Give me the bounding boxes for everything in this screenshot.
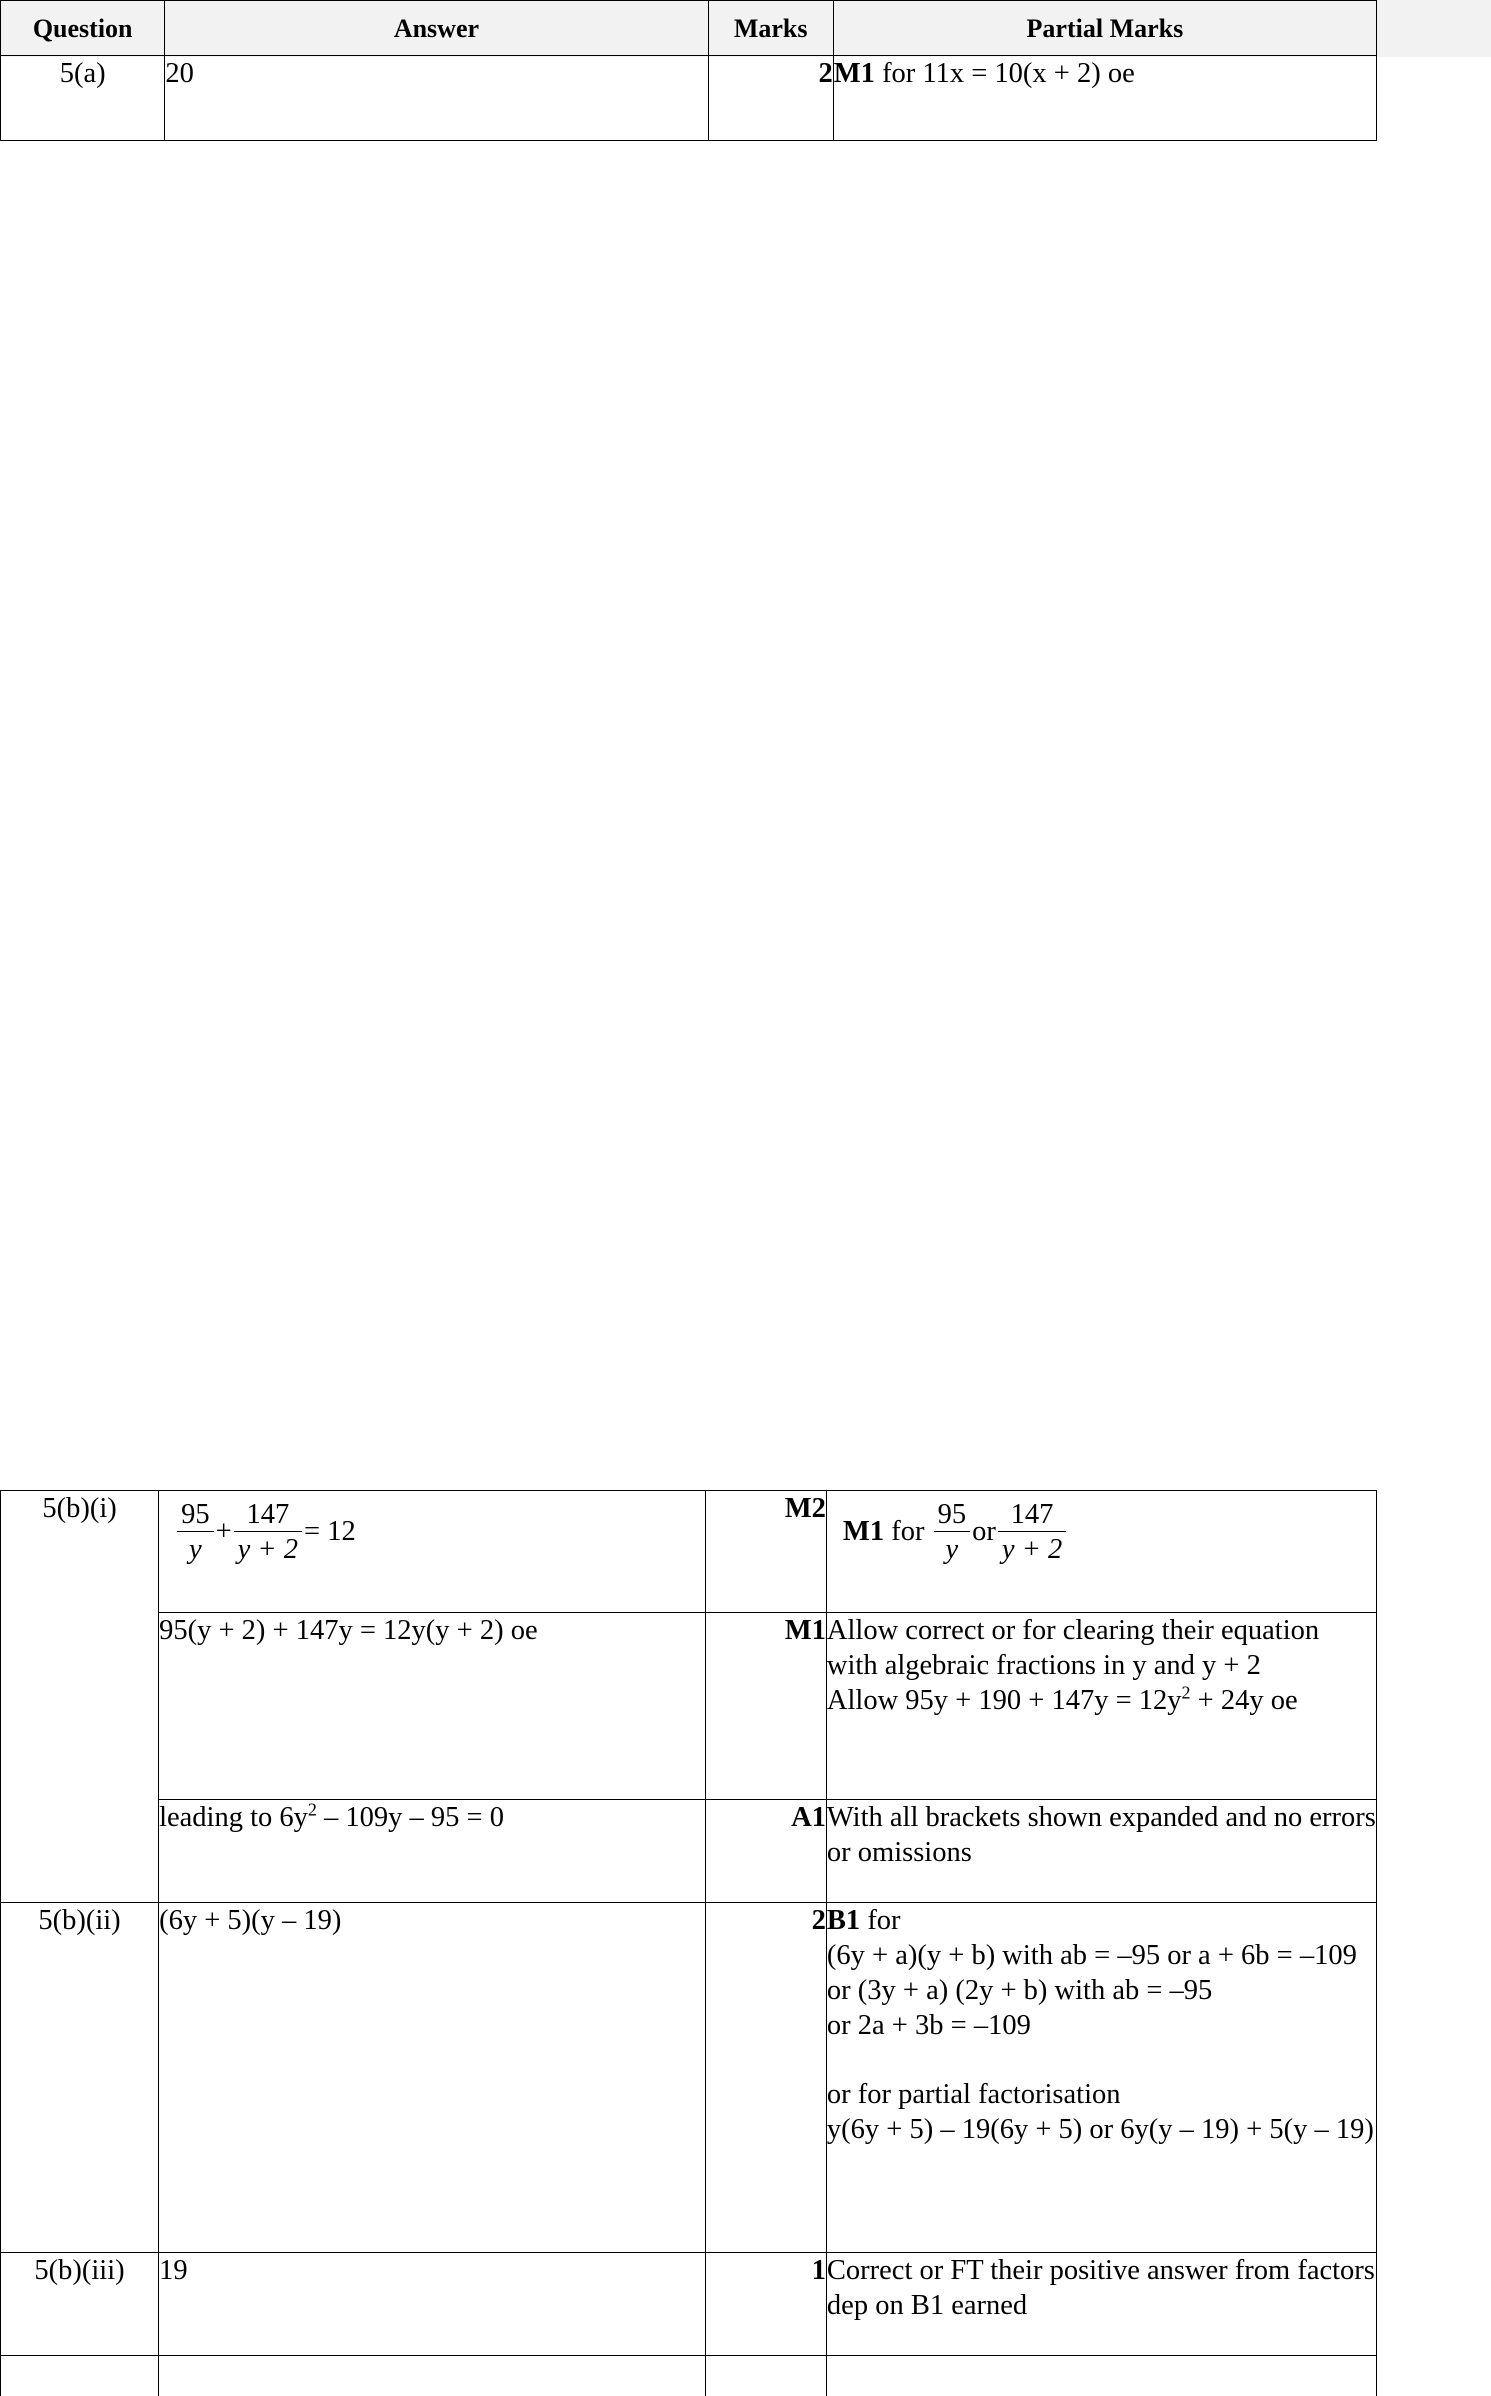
partial-text: [827, 1903, 1376, 1938]
header-answer: Answer: [165, 1, 708, 56]
denominator: y + 2: [1001, 1534, 1063, 1565]
partial-marks-cell: With all brackets shown expanded and no errors or omissions: [826, 1800, 1376, 1903]
table-row: [1, 1903, 1377, 2253]
partial-for: for: [860, 1905, 901, 1936]
numerator: 147: [998, 1499, 1066, 1532]
numerator: 95: [177, 1499, 214, 1532]
partial-marks-cell: [826, 1491, 1376, 1613]
fraction: [177, 1499, 214, 1568]
numerator: 95: [934, 1499, 971, 1532]
table-row: [1, 1800, 1377, 1903]
mark-code: M1: [842, 1516, 885, 1548]
partial-text: or (3y + a) (2y + b) with ab = –95: [826, 1975, 1213, 2006]
partial-text: [827, 1683, 1376, 1718]
empty-cell: [1, 2356, 159, 2396]
partial-text: or 2a + 3b = –109: [826, 2010, 1031, 2041]
marks-cell: 2: [706, 1903, 827, 2253]
table-row: [1, 2253, 1377, 2356]
answer-cell: (6y + 5)(y – 19): [159, 1903, 706, 2253]
table-row: [1, 1613, 1377, 1800]
partial-text: y(6y + 5) – 19(6y + 5) or 6y(y – 19) + 5(y – 19): [826, 2114, 1374, 2145]
partial-text: for: [884, 1516, 932, 1548]
empty-cell: [826, 2356, 1376, 2396]
exponent: 2: [1181, 1682, 1191, 1703]
partial-marks-cell: Correct or FT their positive answer from factors dep on B1 earned: [826, 2253, 1376, 2356]
marks-cell: 2: [708, 56, 833, 141]
partial-marks-cell: [826, 1613, 1376, 1800]
header-partial-marks: Partial Marks: [833, 1, 1376, 56]
partial-text: Allow correct or for clearing their equation with algebraic fractions in y and y + 2: [826, 1615, 1320, 1681]
table-row: [1, 1491, 1377, 1613]
marks-cell: M2: [706, 1491, 827, 1613]
answer-cell: 20: [165, 56, 708, 141]
partial-or: or: [972, 1516, 996, 1548]
mark-code: B1: [826, 1905, 861, 1936]
header-marks: Marks: [708, 1, 833, 56]
table-row: [1, 2356, 1377, 2396]
equals-text: = 12: [304, 1516, 356, 1548]
partial-text: (6y + a)(y + b) with ab = –95 or a + 6b = –109: [826, 1940, 1357, 1971]
question-number: 5(b)(ii): [1, 1903, 159, 2253]
mark-scheme-table-bottom: [0, 1490, 1377, 2396]
denominator: y: [189, 1534, 202, 1565]
header-question: Question: [1, 1, 165, 56]
partial-equation: + 24y oe: [1190, 1685, 1298, 1716]
marks-cell: 1: [706, 2253, 827, 2356]
answer-text: – 109y – 95 = 0: [316, 1802, 504, 1833]
question-number: 5(a): [1, 56, 165, 141]
marks-cell: M1: [706, 1613, 827, 1800]
denominator: y: [945, 1534, 959, 1565]
answer-cell: 19: [159, 2253, 706, 2356]
mark-scheme-table-top: [0, 0, 1377, 141]
partial-marks-cell: [826, 1903, 1376, 2253]
denominator: y + 2: [237, 1534, 299, 1565]
answer-text: leading to 6y: [159, 1802, 308, 1833]
fraction: [998, 1499, 1066, 1568]
empty-cell: [706, 2356, 827, 2396]
marks-cell: A1: [706, 1800, 827, 1903]
table-row: [1, 56, 1377, 141]
empty-cell: [159, 2356, 706, 2396]
partial-text: for 11x = 10(x + 2) oe: [874, 58, 1135, 89]
fraction: [934, 1499, 971, 1568]
answer-cell: [159, 1491, 706, 1613]
fraction: [234, 1499, 302, 1568]
spacer: [827, 2043, 1376, 2077]
question-number: 5(b)(iii): [1, 2253, 159, 2356]
header-row: [1, 1, 1377, 56]
numerator: 147: [234, 1499, 302, 1532]
plus-sign: +: [215, 1516, 232, 1548]
exponent: 2: [307, 1799, 317, 1820]
mark-code: M1: [833, 58, 875, 89]
answer-cell: 95(y + 2) + 147y = 12y(y + 2) oe: [159, 1613, 706, 1800]
answer-cell: [159, 1800, 706, 1903]
partial-marks-cell: [833, 56, 1376, 141]
partial-text: or for partial factorisation: [826, 2079, 1121, 2110]
question-number: 5(b)(i): [1, 1491, 159, 1903]
partial-equation: Allow 95y + 190 + 147y = 12y: [826, 1685, 1182, 1716]
